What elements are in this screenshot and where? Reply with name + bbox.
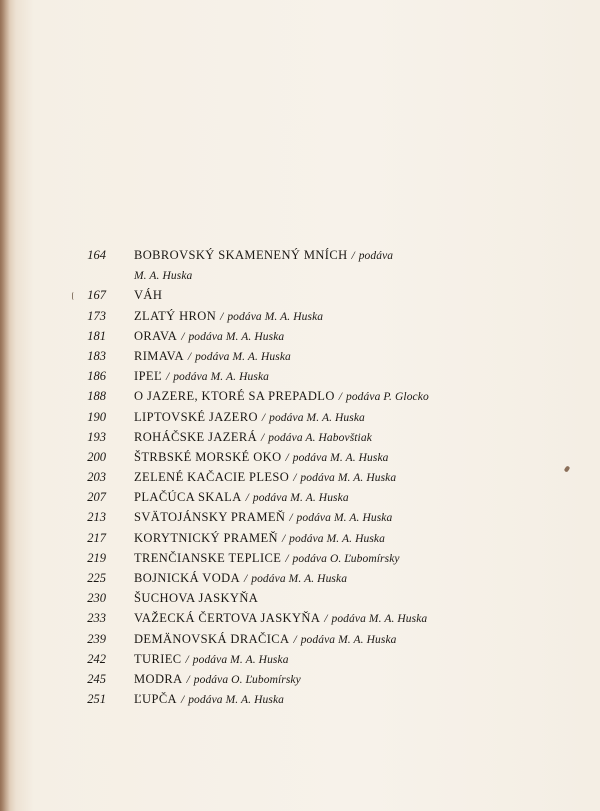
- toc-entry[interactable]: [0, 629, 600, 649]
- entry-text: [134, 669, 301, 690]
- entry-text: [134, 629, 397, 650]
- separator: /: [289, 512, 293, 525]
- page-number: 219: [87, 550, 106, 565]
- entry-text: [134, 386, 429, 407]
- page-number: 193: [87, 429, 106, 444]
- toc-entry[interactable]: [0, 447, 600, 467]
- entry-title: ROHÁČSKE JAZERÁ: [134, 429, 258, 444]
- page-number: 164: [87, 248, 106, 262]
- page-number: 245: [87, 671, 106, 686]
- page-number: 207: [87, 490, 106, 505]
- entry-text: [134, 568, 347, 589]
- toc-entry[interactable]: [0, 487, 600, 507]
- separator: /: [261, 411, 266, 424]
- toc-entry[interactable]: [0, 407, 600, 427]
- entry-title: SVÄTOJÁNSKY PRAMEŇ: [134, 510, 286, 525]
- entry-title: ORAVA: [134, 328, 178, 343]
- toc-entry[interactable]: [0, 326, 600, 346]
- entry-credit: podáva M. A. Huska: [269, 411, 365, 424]
- table-of-contents: [0, 245, 600, 709]
- entry-title: VÁH: [134, 288, 163, 303]
- page-number: 213: [87, 510, 106, 525]
- page-number: 173: [87, 308, 106, 323]
- separator: /: [166, 371, 170, 384]
- toc-entry[interactable]: [0, 568, 600, 588]
- separator: /: [338, 391, 342, 404]
- page-number: 225: [87, 571, 106, 585]
- entry-credit: podáva A. Habovštiak: [268, 431, 372, 444]
- entry-text: [134, 326, 284, 347]
- entry-title: TRENČIANSKE TEPLICE: [134, 550, 282, 565]
- entry-credit: podáva M. A. Huska: [331, 613, 428, 626]
- entry-text: [134, 447, 389, 468]
- separator: /: [281, 532, 286, 545]
- toc-entry[interactable]: [0, 386, 600, 406]
- toc-entry[interactable]: [0, 467, 600, 487]
- page-number: 183: [87, 348, 106, 363]
- separator: /: [220, 310, 224, 323]
- entry-title: ZELENÉ KAČACIE PLESO: [134, 470, 290, 485]
- separator: /: [351, 250, 355, 262]
- entry-title: MODRA: [134, 671, 183, 686]
- entry-text: [134, 407, 365, 428]
- entry-credit: podáva M. A. Huska: [296, 512, 393, 525]
- entry-title: IPEĽ: [134, 369, 162, 384]
- entry-credit: podáva M. A. Huska: [188, 694, 284, 707]
- page-number: 230: [87, 591, 106, 606]
- entry-credit: podáva M. A. Huska: [188, 330, 285, 343]
- toc-entry[interactable]: [0, 649, 600, 669]
- entry-title: DEMÄNOVSKÁ DRAČICA: [134, 631, 290, 646]
- entry-text: [134, 689, 284, 710]
- entry-credit: podáva M. A. Huska: [292, 451, 389, 464]
- page-number: 217: [87, 530, 106, 545]
- entry-text: [134, 346, 291, 367]
- entry-credit: M. A. Huska: [134, 270, 193, 283]
- separator: /: [244, 573, 248, 585]
- separator: /: [285, 552, 289, 565]
- toc-entry[interactable]: [0, 548, 600, 568]
- separator: /: [186, 673, 190, 686]
- entry-title: ŠTRBSKÉ MORSKÉ OKO: [134, 449, 282, 464]
- entry-credit: podáva O. Ľubomírsky: [193, 673, 301, 686]
- toc-entry[interactable]: [0, 346, 600, 366]
- toc-entry[interactable]: [0, 528, 600, 548]
- entry-text: [134, 467, 396, 488]
- entry-credit: podáva: [358, 250, 394, 262]
- separator: /: [187, 350, 192, 363]
- entry-text: [134, 427, 372, 448]
- toc-entry[interactable]: [0, 366, 600, 386]
- page-number: 251: [87, 692, 106, 707]
- page-number: 233: [87, 611, 106, 626]
- separator: /: [245, 492, 249, 505]
- entry-title: ŠUCHOVA JASKYŇA: [134, 591, 259, 606]
- separator: /: [285, 451, 289, 464]
- entry-title: PLAČÚCA SKALA: [134, 490, 242, 505]
- entry-title: LIPTOVSKÉ JAZERO: [134, 409, 258, 424]
- page-number: 188: [87, 389, 106, 404]
- toc-entry[interactable]: [0, 608, 600, 628]
- entry-credit: podáva M. A. Huska: [251, 573, 348, 585]
- toc-entry[interactable]: [0, 689, 600, 709]
- entry-credit: podáva M. A. Huska: [300, 472, 397, 485]
- entry-title: BOJNICKÁ VODA: [134, 571, 241, 585]
- entry-title: TURIEC: [134, 651, 182, 666]
- page-number: 242: [87, 651, 106, 666]
- toc-entry[interactable]: [0, 507, 600, 527]
- separator: /: [185, 653, 189, 666]
- entry-credit: podáva M. A. Huska: [252, 492, 349, 505]
- toc-entry[interactable]: [0, 427, 600, 447]
- toc-entry-continuation: [0, 265, 600, 285]
- entry-credit: podáva P. Glocko: [345, 391, 429, 404]
- separator: /: [293, 633, 297, 646]
- entry-credit: podáva M. A. Huska: [289, 532, 385, 545]
- toc-entry[interactable]: [0, 285, 600, 305]
- entry-text: [134, 588, 258, 609]
- page-number: 167: [87, 288, 106, 303]
- entry-credit: podáva O. Ľubomírsky: [292, 552, 400, 565]
- toc-entry[interactable]: [0, 306, 600, 326]
- entry-title: BOBROVSKÝ SKAMENENÝ MNÍCH: [134, 248, 348, 262]
- entry-credit: podáva M. A. Huska: [300, 633, 397, 646]
- entry-title: KORYTNICKÝ PRAMEŇ: [134, 530, 278, 545]
- page-number: 239: [87, 631, 106, 646]
- entry-text: [134, 528, 385, 549]
- entry-credit: podáva M. A. Huska: [192, 653, 289, 666]
- entry-title: ZLATÝ HRON: [134, 308, 217, 323]
- page-number: 186: [87, 369, 106, 384]
- entry-text: [134, 245, 393, 266]
- entry-credit: podáva M. A. Huska: [173, 371, 270, 384]
- separator: /: [324, 613, 328, 626]
- separator: /: [181, 330, 185, 343]
- toc-entry[interactable]: [0, 669, 600, 689]
- entry-text: [134, 548, 400, 569]
- separator: /: [261, 431, 265, 444]
- entry-credit: podáva M. A. Huska: [227, 310, 324, 323]
- page-number: 190: [87, 409, 106, 424]
- page-number: 203: [87, 470, 106, 485]
- entry-text: [134, 649, 289, 670]
- entry-title: RIMAVA: [134, 348, 184, 363]
- toc-entry[interactable]: [0, 245, 600, 265]
- page-number: 181: [87, 328, 106, 343]
- toc-entry[interactable]: [0, 588, 600, 608]
- separator: /: [293, 472, 297, 485]
- entry-text: [134, 265, 192, 286]
- entry-text: [134, 487, 349, 508]
- page-number: 200: [87, 449, 106, 464]
- entry-title: O JAZERE, KTORÉ SA PREPADLO: [134, 389, 335, 404]
- entry-title: ĽUPČA: [134, 692, 177, 707]
- entry-text: [134, 306, 323, 327]
- separator: /: [180, 694, 185, 707]
- entry-text: [134, 366, 269, 387]
- entry-text: [134, 608, 427, 629]
- entry-text: [134, 507, 392, 528]
- entry-credit: podáva M. A. Huska: [195, 350, 291, 363]
- entry-title: VAŽECKÁ ČERTOVA JASKYŇA: [134, 611, 321, 626]
- entry-text: [134, 285, 162, 306]
